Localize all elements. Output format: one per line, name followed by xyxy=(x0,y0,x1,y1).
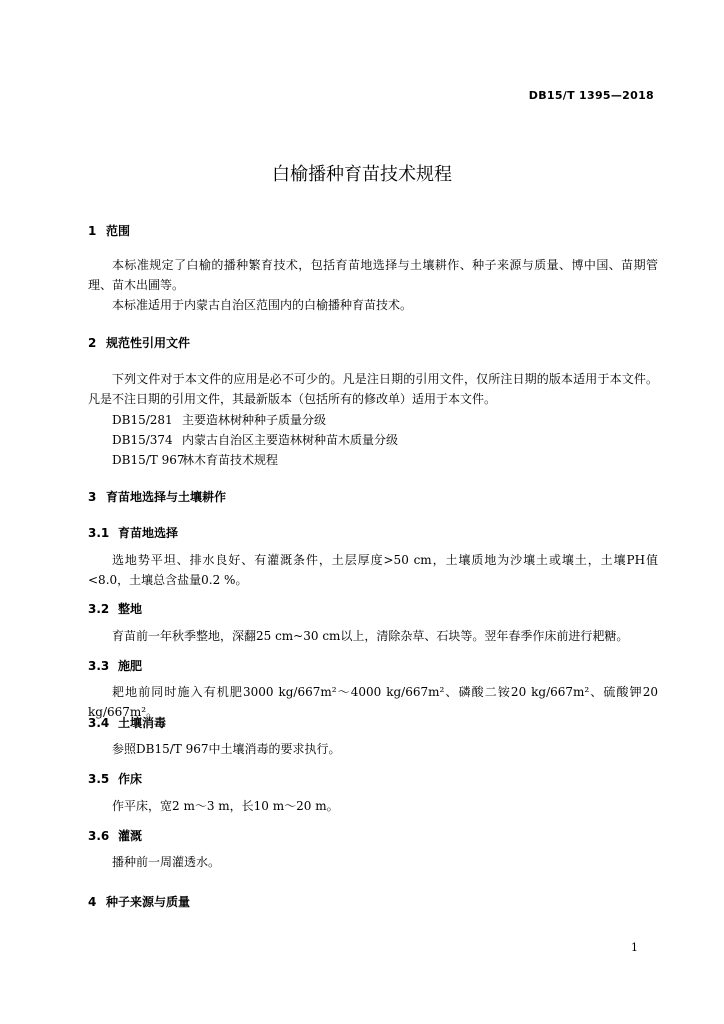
paragraph: 本标准适用于内蒙古自治区范围内的白榆播种育苗技术。 xyxy=(112,298,413,312)
reference-item: DB15/281 主要造林树种种子质量分级 xyxy=(112,413,327,427)
section-heading: 2 规范性引用文件 xyxy=(88,336,191,350)
subsection-heading: 3.2 整地 xyxy=(88,602,143,616)
subsection-heading: 3.6 灌溉 xyxy=(88,829,143,843)
paragraph: 播种前一周灌透水。 xyxy=(112,855,221,869)
paragraph: 本标准规定了白榆的播种繁育技术，包括育苗地选择与土壤耕作、种子来源与质量、博中国、苗期管理、苗木出圃等。 xyxy=(88,258,658,292)
subsection-heading: 3.1 育苗地选择 xyxy=(88,526,179,540)
section-heading: 3 育苗地选择与土壤耕作 xyxy=(88,490,227,504)
standard-code: DB15/T 1395—2018 xyxy=(528,89,654,102)
paragraph: 下列文件对于本文件的应用是必不可少的。凡是注日期的引用文件，仅所注日期的版本适用于本文件。凡是不注日期的引用文件，其最新版本（包括所有的修改单）适用于本文件。 xyxy=(88,372,658,406)
reference-item: DB15/374 内蒙古自治区主要造林树种苗木质量分级 xyxy=(112,433,399,447)
document-title: 白榆播种育苗技术规程 xyxy=(272,164,452,185)
reference-item: DB15/T 967林木育苗技术规程 xyxy=(112,453,279,467)
subsection-heading: 3.4 土壤消毒 xyxy=(88,716,167,730)
subsection-heading: 3.3 施肥 xyxy=(88,659,143,673)
subsection-heading: 3.5 作床 xyxy=(88,772,143,786)
paragraph: 耙地前同时施入有机肥3000 kg/667m²～4000 kg/667m²、磷酸二铵20 kg/667m²、硫酸钾20 kg/667m²。 xyxy=(88,685,658,719)
paragraph: 选地势平坦、排水良好、有灌溉条件，土层厚度>50 cm，土壤质地为沙壤土或壤土，土壤PH值<8.0，土壤总含盐量0.2 %。 xyxy=(88,553,658,587)
paragraph: 参照DB15/T 967中土壤消毒的要求执行。 xyxy=(112,742,341,756)
section-heading: 1 范围 xyxy=(88,224,131,238)
page-number: 1 xyxy=(631,941,638,954)
paragraph: 作平床，宽2 m～3 m，长10 m～20 m。 xyxy=(112,799,339,813)
section-heading: 4 种子来源与质量 xyxy=(88,895,191,909)
paragraph: 育苗前一年秋季整地，深翻25 cm~30 cm以上，清除杂草、石块等。翌年春季作床前进行耙糖。 xyxy=(112,629,629,643)
